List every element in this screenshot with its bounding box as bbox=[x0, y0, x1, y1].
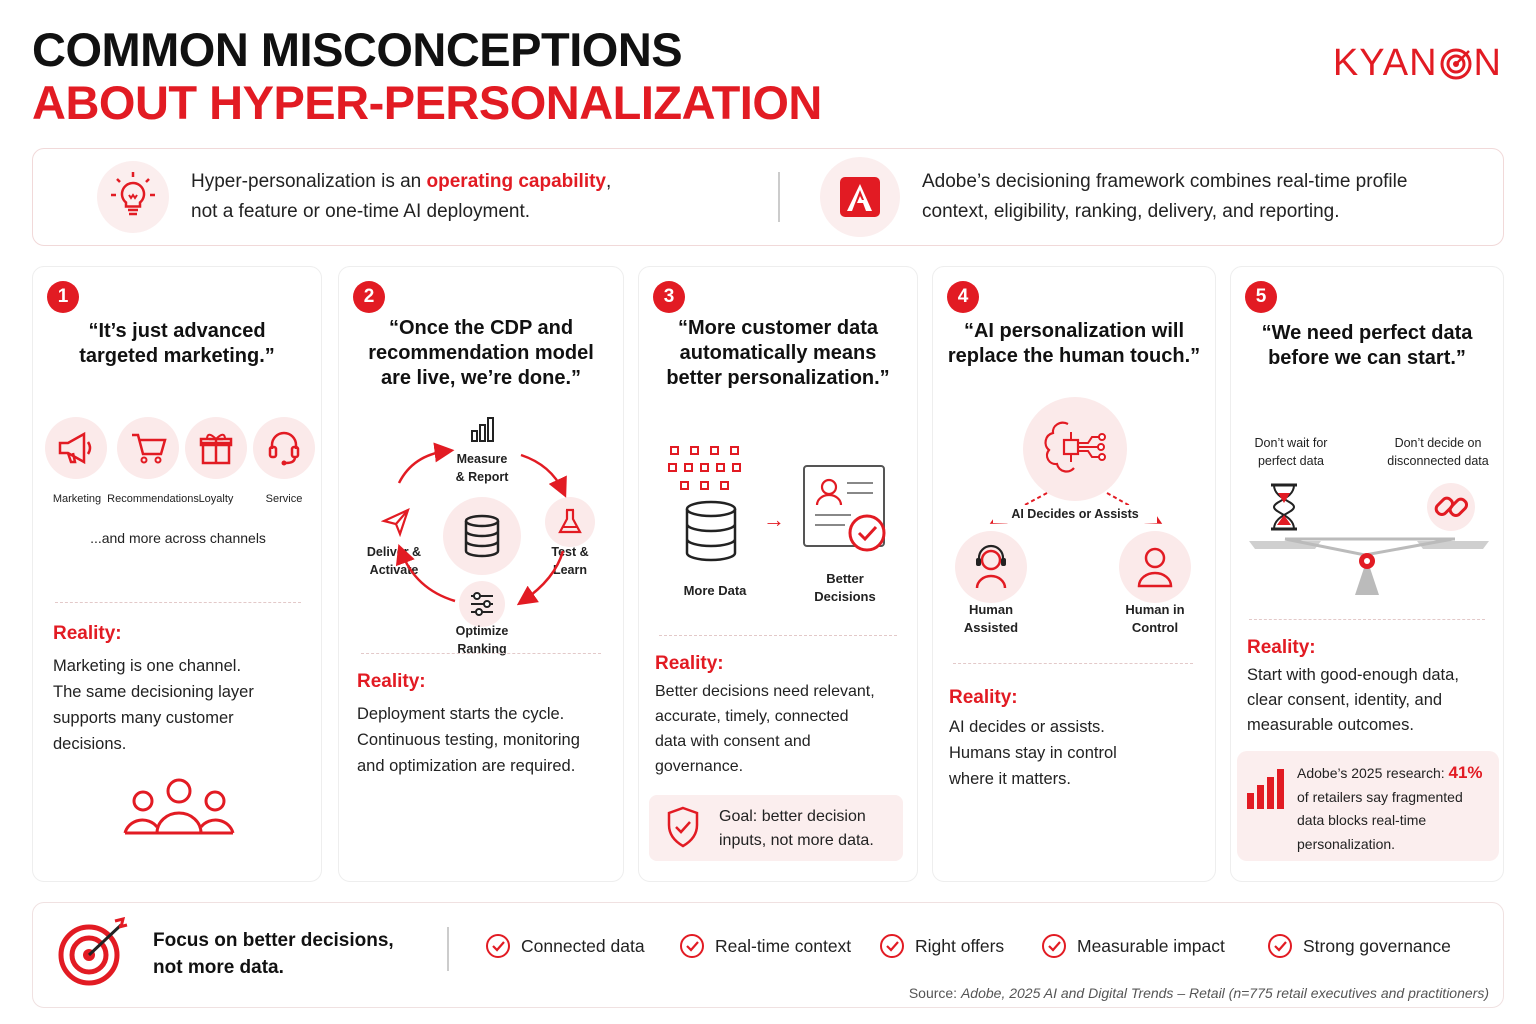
check-circle-icon bbox=[485, 933, 511, 959]
stat-callout bbox=[1237, 751, 1499, 861]
page-title bbox=[32, 23, 822, 129]
card-quote: “Once the CDP and recommendation model are live, we’re done.” bbox=[368, 317, 594, 389]
cycle-optimize-label: Optimize Ranking bbox=[455, 624, 509, 656]
reality-text: Deployment starts the cycle. Continuous testing, monitoring and optimization are required. bbox=[357, 705, 580, 775]
kyanon-logo bbox=[1333, 42, 1502, 85]
divider bbox=[953, 663, 1193, 664]
logo-text-left: KYAN bbox=[1332, 42, 1438, 84]
shield-check-icon bbox=[665, 805, 701, 849]
source-citation: Source: Adobe, 2025 AI and Digital Trends – Retail (n=775 retail executives and practitioners) bbox=[908, 985, 1489, 1001]
reality-text: Start with good-enough data, clear consent, identity, and measurable outcomes. bbox=[1247, 666, 1459, 734]
banner-left bbox=[33, 149, 778, 245]
reality-heading: Reality: bbox=[655, 653, 724, 674]
check-circle-icon bbox=[1267, 933, 1293, 959]
stat-text: Adobe’s 2025 research: 41% of retailers say fragmented data blocks real-time personalization. bbox=[1297, 763, 1483, 852]
card-number: 1 bbox=[47, 281, 79, 313]
card-quote: “We need perfect data before we can start.” bbox=[1261, 322, 1473, 369]
reality-text: AI decides or assists. Humans stay in control where it matters. bbox=[949, 718, 1117, 788]
misconception-card-4 bbox=[932, 266, 1216, 882]
logo-text-right: N bbox=[1473, 42, 1502, 84]
divider bbox=[659, 635, 897, 636]
bar-chart-icon bbox=[469, 415, 497, 443]
headset-icon bbox=[253, 417, 315, 479]
target-icon bbox=[1439, 47, 1473, 81]
adobe-icon bbox=[820, 157, 900, 237]
misconception-card-1 bbox=[32, 266, 322, 882]
reality-heading: Reality: bbox=[949, 687, 1018, 708]
better-decisions-label: Better Decisions bbox=[814, 571, 876, 604]
footer-item: Strong governance bbox=[1267, 933, 1451, 959]
more-channels-text: ...and more across channels bbox=[90, 530, 266, 546]
footer-bar bbox=[32, 902, 1504, 1008]
bar-chart-icon bbox=[1245, 767, 1289, 813]
misconception-card-5 bbox=[1230, 266, 1504, 882]
footer-item: Right offers bbox=[879, 933, 1004, 959]
channel-label: Recommendations bbox=[107, 493, 199, 505]
divider bbox=[55, 602, 301, 603]
divider bbox=[361, 653, 601, 654]
card-number: 3 bbox=[653, 281, 685, 313]
card-number: 5 bbox=[1245, 281, 1277, 313]
data-points-icon bbox=[667, 445, 747, 493]
cycle-arrows bbox=[389, 441, 579, 621]
reality-heading: Reality: bbox=[53, 623, 122, 644]
card-number: 2 bbox=[353, 281, 385, 313]
cycle-test-label: Test & Learn bbox=[551, 545, 589, 577]
people-group-icon bbox=[121, 775, 237, 837]
human-assisted-label: Human Assisted bbox=[963, 602, 1019, 635]
more-data-label: More Data bbox=[683, 583, 747, 598]
arrow-right-icon: → bbox=[763, 507, 785, 532]
reality-heading: Reality: bbox=[1247, 637, 1316, 658]
human-assisted-icon bbox=[955, 531, 1027, 603]
channel-label: Service bbox=[265, 493, 303, 505]
check-circle-icon bbox=[1041, 933, 1067, 959]
human-control-icon bbox=[1119, 531, 1191, 603]
check-circle-icon bbox=[679, 933, 705, 959]
goal-callout bbox=[649, 795, 903, 861]
banner-right-text: Adobe’s decisioning framework combines real-time profile context, eligibility, ranking, delivery, and reporting. bbox=[922, 171, 1408, 222]
profile-document-icon bbox=[801, 463, 889, 555]
hourglass-icon bbox=[1271, 485, 1297, 529]
reality-heading: Reality: bbox=[357, 671, 426, 692]
right-caption: Don’t decide on disconnected data bbox=[1387, 436, 1489, 468]
ai-decides-label: AI Decides or Assists bbox=[993, 505, 1157, 523]
focus-statement: Focus on better decisions, not more data. bbox=[153, 930, 394, 978]
divider bbox=[1249, 619, 1485, 620]
left-caption: Don’t wait for perfect data bbox=[1254, 436, 1328, 468]
card-quote: “AI personalization will replace the human touch.” bbox=[947, 320, 1201, 367]
footer-item: Connected data bbox=[485, 933, 645, 959]
human-control-label: Human in Control bbox=[1125, 602, 1185, 635]
title-line-1: COMMON MISCONCEPTIONS bbox=[32, 23, 683, 76]
reality-text: Marketing is one channel. The same decisioning layer supports many customer decisions. bbox=[53, 657, 254, 753]
footer-item: Measurable impact bbox=[1041, 933, 1225, 959]
balance-scale-illustration bbox=[1245, 481, 1495, 601]
card-quote: “It’s just advanced targeted marketing.” bbox=[79, 320, 275, 367]
title-line-2: ABOUT HYPER-PERSONALIZATION bbox=[32, 76, 822, 129]
ai-brain-icon bbox=[1023, 397, 1127, 501]
misconception-card-3 bbox=[638, 266, 918, 882]
card-quote: “More customer data automatically means better personalization.” bbox=[666, 317, 890, 389]
footer-divider bbox=[447, 927, 449, 971]
gift-icon bbox=[185, 417, 247, 479]
misconception-card-2 bbox=[338, 266, 624, 882]
highlight-text: operating capability bbox=[426, 171, 606, 192]
stat-value: 41% bbox=[1448, 763, 1483, 782]
database-icon bbox=[683, 499, 739, 563]
lightbulb-icon bbox=[97, 161, 169, 233]
banner-left-text: Hyper-personalization is an operating capability, not a feature or one-time AI deployment. bbox=[191, 171, 612, 222]
intro-banner bbox=[32, 148, 1504, 246]
cart-icon bbox=[117, 417, 179, 479]
footer-item: Real-time context bbox=[679, 933, 851, 959]
card-number: 4 bbox=[947, 281, 979, 313]
goal-text: Goal: better decision inputs, not more data. bbox=[719, 808, 874, 849]
reality-text: Better decisions need relevant, accurate, timely, connected data with consent and governance. bbox=[655, 683, 875, 775]
channel-label: Loyalty bbox=[198, 493, 234, 505]
megaphone-icon bbox=[45, 417, 107, 479]
channel-label: Marketing bbox=[52, 493, 102, 505]
check-circle-icon bbox=[879, 933, 905, 959]
target-icon bbox=[55, 917, 133, 987]
banner-right bbox=[780, 149, 1407, 245]
cycle-measure-label: Measure & Report bbox=[455, 452, 509, 484]
cycle-deliver-label: Deliver & Activate bbox=[366, 545, 422, 577]
